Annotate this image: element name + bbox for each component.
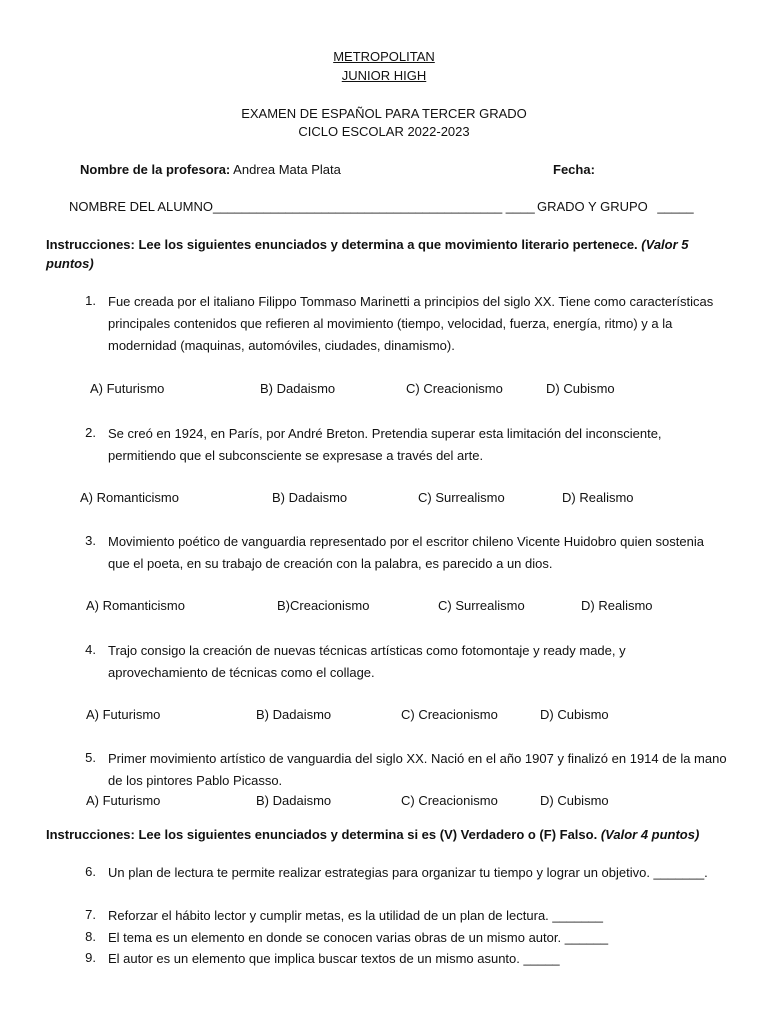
group-label: GRADO Y GRUPO [537, 199, 648, 214]
section2-value: (Valor 4 puntos) [600, 827, 700, 842]
question-5-number: 5. [85, 750, 96, 765]
item-9-text: El autor es un elemento que implica buscar textos de un mismo asunto. _____ [108, 951, 560, 966]
question-5-option-a: A) Futurismo [86, 793, 161, 808]
question-3-option-a: A) Romanticismo [86, 598, 185, 613]
question-4-option-a: A) Futurismo [86, 707, 161, 722]
teacher-label: Nombre de la profesora: [80, 162, 231, 177]
question-3-option-d: D) Realismo [581, 598, 653, 613]
section1-value: (Valor 5 [641, 237, 689, 252]
question-1-option-c: C) Creacionismo [406, 381, 503, 396]
student-line [69, 199, 535, 214]
question-2-option-b: B) Dadaismo [272, 490, 348, 505]
item-8-text: El tema es un elemento en donde se conocen varias obras de un mismo autor. ______ [108, 930, 609, 945]
item-9-number: 9. [85, 950, 96, 965]
item-6-number: 6. [85, 864, 96, 879]
student-label: NOMBRE DEL ALUMNO [69, 199, 213, 214]
section2-instructions-text: Instrucciones: Lee los siguientes enunciados y determina si es (V) Verdadero o (F) Falso. [46, 827, 598, 842]
question-3-option-c: C) Surrealismo [438, 598, 525, 613]
question-4-option-c: C) Creacionismo [401, 707, 498, 722]
item-7-text: Reforzar el hábito lector y cumplir metas, es la utilidad de un plan de lectura. _______ [108, 908, 604, 923]
question-5-option-b: B) Dadaismo [256, 793, 332, 808]
question-4-option-b: B) Dadaismo [256, 707, 332, 722]
question-1-option-d: D) Cubismo [546, 381, 615, 396]
question-2-option-d: D) Realismo [562, 490, 634, 505]
question-4-option-d: D) Cubismo [540, 707, 609, 722]
question-4-number: 4. [85, 642, 96, 657]
section2-instructions [46, 827, 699, 842]
question-1-number: 1. [85, 293, 96, 308]
question-5-text: Primer movimiento artístico de vanguardia del siglo XX. Nació en el año 1907 y finalizó en 1914 de la mano de los pintores Pablo Picasso. [108, 751, 727, 788]
item-7-number: 7. [85, 907, 96, 922]
item-6-text: Un plan de lectura te permite realizar estrategias para organizar tu tiempo y lograr un objetivo. _______. [108, 865, 708, 880]
question-2-option-a: A) Romanticismo [80, 490, 179, 505]
question-5-option-d: D) Cubismo [540, 793, 609, 808]
question-5-option-c: C) Creacionismo [401, 793, 498, 808]
question-2-option-c: C) Surrealismo [418, 490, 505, 505]
question-2-number: 2. [85, 425, 96, 440]
group-blank: _____ [657, 199, 694, 214]
student-name-blank: ________________________________________ ____ [213, 199, 535, 214]
school-name-line2: JUNIOR HIGH [341, 68, 427, 83]
question-1-option-a: A) Futurismo [90, 381, 165, 396]
question-3-option-b: B)Creacionismo [277, 598, 370, 613]
question-1-text: Fue creada por el italiano Filippo Tommaso Marinetti a principios del siglo XX. Tiene como características principales contenidos que refieren al movimiento (tiempo, velocidad, fuerza, energía, ritmo) y a la modernidad (maquinas, automóviles, ciudades, dinamismo). [108, 294, 714, 353]
question-3-text: Movimiento poético de vanguardia representado por el escritor chileno Vicente Huidobro quien sostenia que el poeta, en su trabajo de creación con la palabra, es parecido a un dios. [108, 534, 704, 571]
question-1-option-b: B) Dadaismo [260, 381, 336, 396]
school-name-line1: METROPOLITAN [333, 49, 435, 64]
section1-instructions-text: Instrucciones: Lee los siguientes enunciados y determina a que movimiento literario pertenece. [46, 237, 638, 252]
section1-value-continued: puntos) [46, 256, 94, 271]
item-8-number: 8. [85, 929, 96, 944]
section1-instructions [46, 237, 689, 252]
teacher-line [80, 162, 341, 177]
question-3-number: 3. [85, 533, 96, 548]
teacher-name: Andrea Mata Plata [233, 162, 341, 177]
question-4-text: Trajo consigo la creación de nuevas técnicas artísticas como fotomontaje y ready made, y aprovechamiento de técnicas como el collage. [108, 643, 626, 680]
question-2-text: Se creó en 1924, en París, por André Breton. Pretendia superar esta limitación del inconsciente, permitiendo que el subconsciente se expresase a través del arte. [108, 426, 662, 463]
date-label: Fecha: [553, 162, 595, 177]
group-line [537, 199, 694, 214]
exam-title: EXAMEN DE ESPAÑOL PARA TERCER GRADO [241, 106, 527, 121]
school-cycle: CICLO ESCOLAR 2022-2023 [298, 124, 470, 139]
